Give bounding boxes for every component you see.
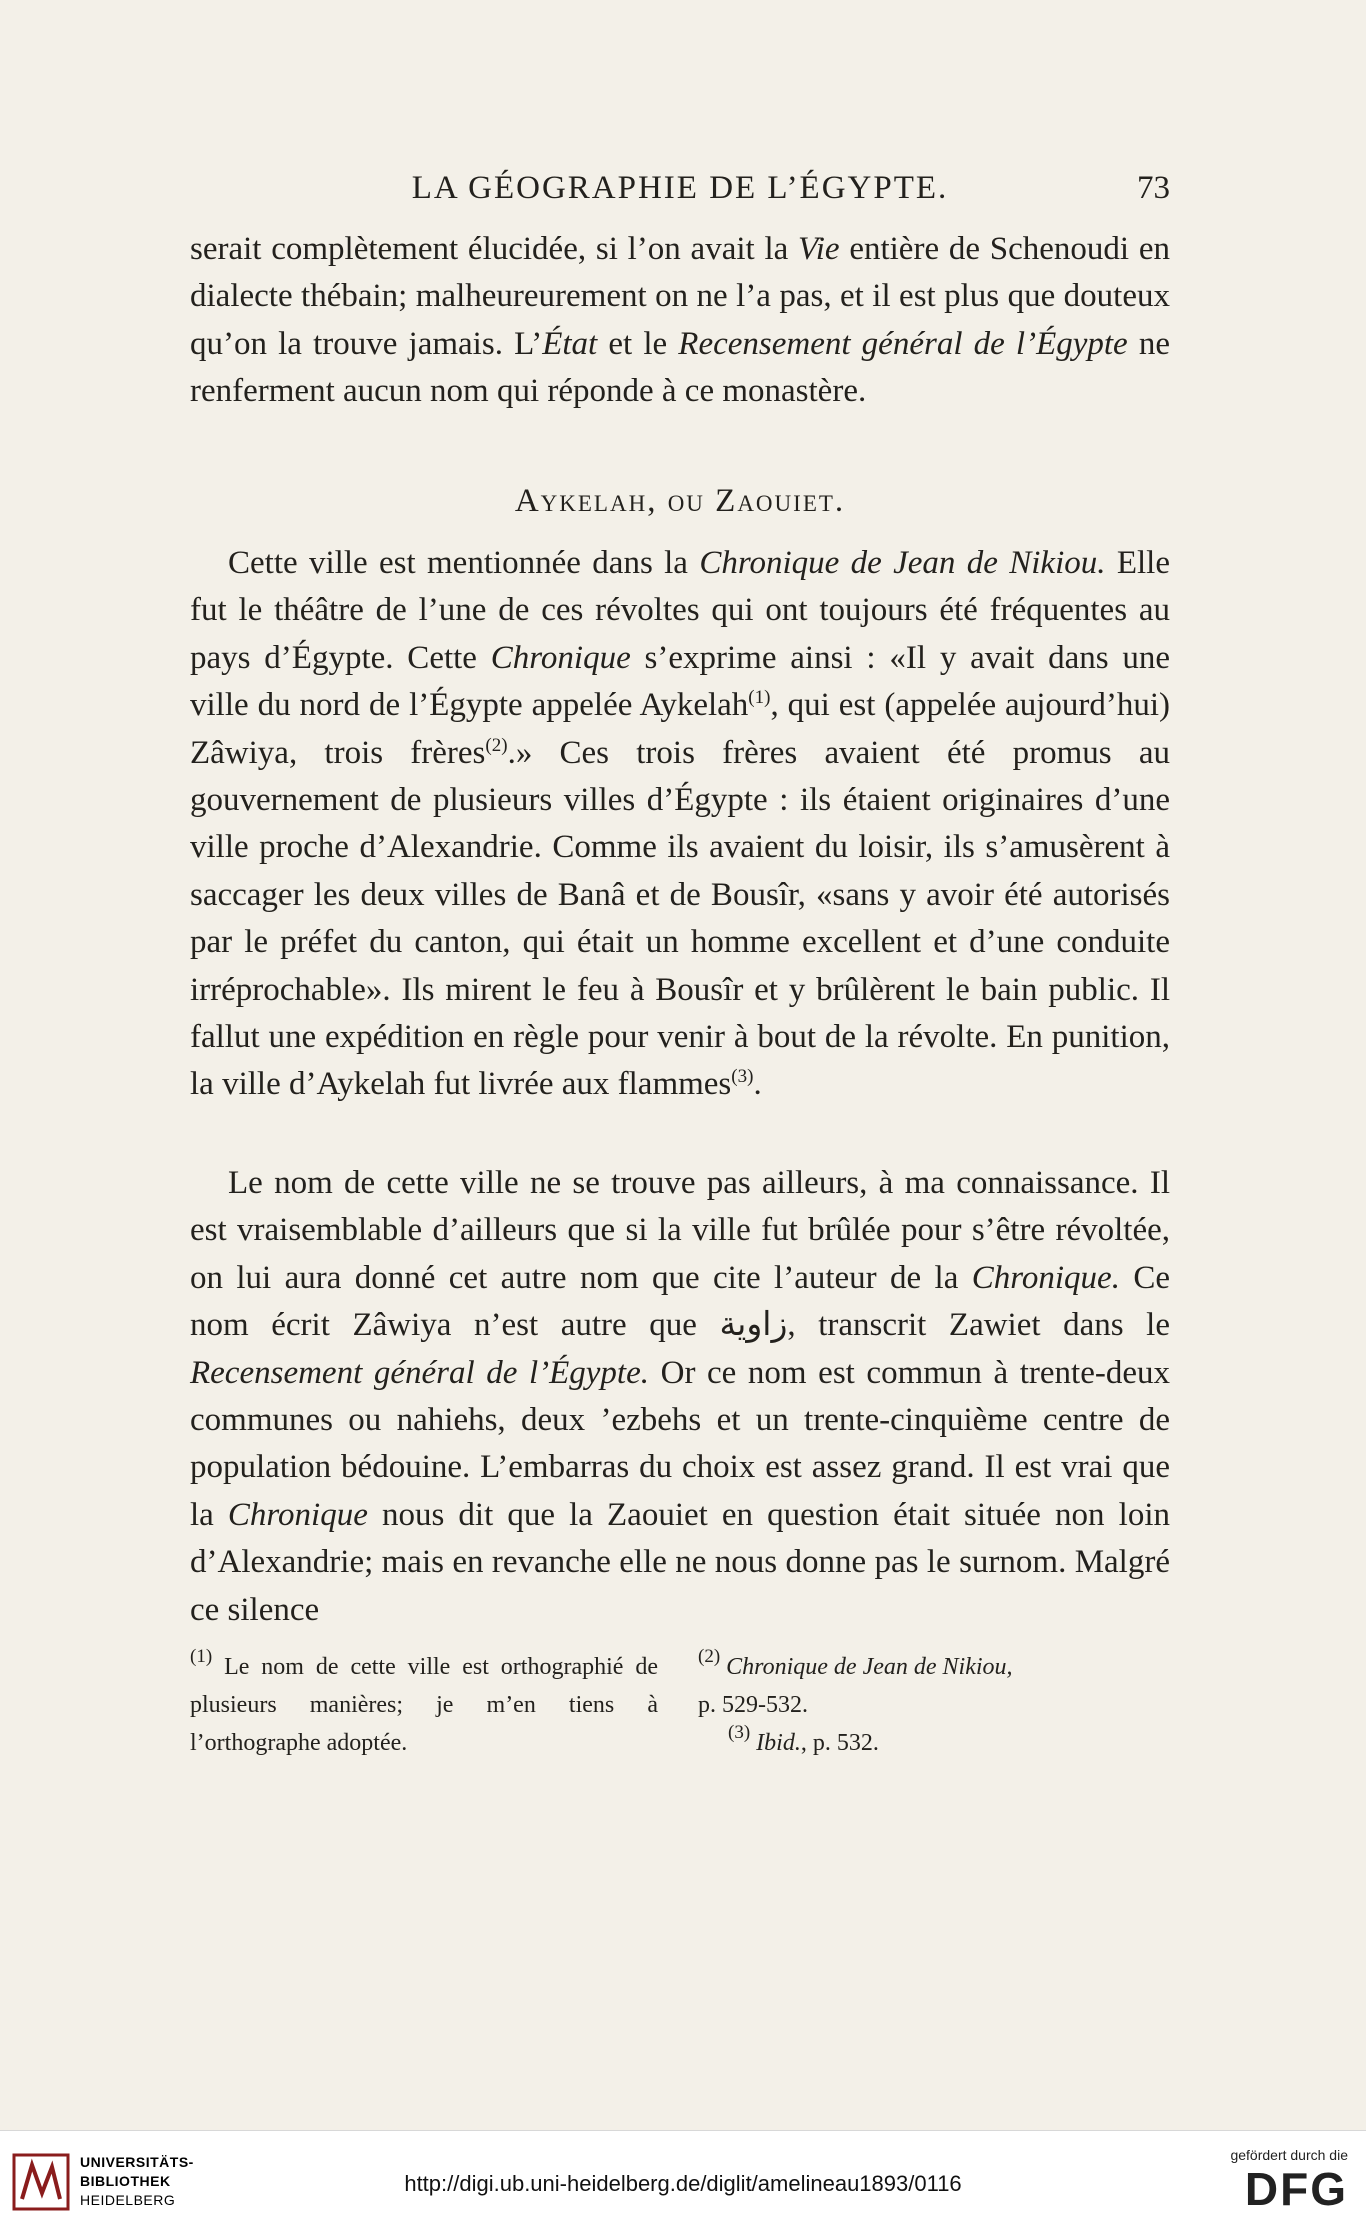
footnote-mark: (1): [190, 1646, 213, 1667]
text: Cette ville est mentionnée dans la: [228, 545, 700, 581]
text: ne renferment aucun nom qui réponde à ce monastère.: [190, 325, 1170, 410]
footnote-ref: (3): [731, 1066, 754, 1088]
italic-text: Recensement général de l’Égypte: [678, 325, 1128, 362]
permalink-url[interactable]: http://digi.ub.uni-heidelberg.de/diglit/amelineau1893/0116: [404, 2171, 962, 2196]
text: et le: [597, 325, 679, 362]
footnotes-2-3: [698, 1648, 1170, 1762]
italic-text: État: [542, 325, 598, 362]
italic-text: Chronique: [490, 639, 631, 676]
text: serait complètement élucidée, si l’on avait la: [190, 231, 799, 267]
text: s’exprime ainsi : «Il y avait dans une ville du nord de l’Égypte appelée Aykelah: [190, 639, 1171, 724]
text: , qui est (appelée aujourd’hui) Zâwiya, trois frères: [190, 687, 1171, 771]
paragraph-2: [190, 540, 1170, 1109]
footnote-text: , p. 532.: [800, 1730, 879, 1756]
footnote-3: [698, 1724, 1170, 1762]
text: .» Ces trois frères avaient été promus au gouvernement de plusieurs villes d’Égypte : ils étaient originaires d’une ville proche d’Alexandrie. Comme ils avaient du loisir, ils s’amusèrent à saccager les deux villes de Banâ et de Bousîr, «sans y avoir été autorisés par le préfet du canton, qui était un homme excellent et d’une conduite irréprochable». Ils mirent le feu à Bousîr et y brûlèrent le bain public. Il fallut une expédition en règle pour venir à bout de la révolte. En punition, la ville d’Aykelah fut livrée aux flammes: [190, 734, 1170, 1103]
italic-text: Recensement général de l’Égypte.: [190, 1354, 650, 1391]
footnote-mark: (3): [728, 1722, 751, 1743]
footnote-ref: (2): [485, 734, 508, 756]
italic-text: Chronique.: [971, 1259, 1120, 1296]
text: Or ce nom est commun à trente-deux communes ou nahiehs, deux ’ezbehs et un trente-cinquième centre de population bédouine. L’embarras du choix est assez grand. Il est vrai que la: [190, 1354, 1171, 1533]
footnote-text: Le nom de cette ville est orthographié de plusieurs manières; je m’en tiens à l’orthographe adoptée.: [190, 1654, 658, 1756]
footnote-1: [190, 1648, 658, 1762]
funding-text: gefördert durch die: [1230, 2147, 1348, 2163]
library-line: UNIVERSITÄTS-: [80, 2154, 194, 2170]
running-title: LA GÉOGRAPHIE DE L’ÉGYPTE.: [411, 170, 949, 206]
footnote-mark: (2): [698, 1646, 721, 1667]
footnote-2: [698, 1648, 1170, 1724]
paragraph-1: [190, 226, 1170, 416]
library-line: BIBLIOTHEK: [80, 2173, 171, 2189]
section-heading: Aykelah, ou Zaouiet.: [514, 483, 846, 519]
text: Elle fut le théâtre de l’une de ces révoltes qui ont toujours été fréquentes au pays d’Égypte. Cette: [190, 545, 1170, 676]
footnote-italic: Ibid.: [750, 1730, 801, 1756]
italic-text: Vie: [798, 231, 840, 267]
footnote-ref: (1): [748, 687, 771, 709]
running-header: [190, 170, 1170, 214]
text: .: [753, 1066, 762, 1103]
viewer-footer: [0, 2130, 1366, 2233]
arabic-word: زاوية: [719, 1307, 788, 1344]
paragraph-3: [190, 1160, 1170, 1634]
dfg-logo[interactable]: [1198, 2147, 1348, 2215]
italic-text: Chronique: [227, 1496, 368, 1533]
text: , transcrit Zawiet dans le: [787, 1307, 1170, 1344]
text: entière de Schenoudi en dialecte thébain; malheureurement on ne l’a pas, et il est plus que douteux qu’on la trouve jamais. L’: [190, 231, 1170, 362]
funder-name: DFG: [1244, 2163, 1348, 2215]
section-heading-block: [190, 478, 1170, 525]
page-number: 73: [1137, 170, 1170, 206]
text: nous dit que la Zaouiet en question était située non loin d’Alexandrie; mais en revanche elle ne nous donne pas le surnom. Malgré ce silence: [190, 1496, 1170, 1628]
text: Le nom de cette ville ne se trouve pas ailleurs, à ma connaissance. Il est vraisemblable d’ailleurs que si la ville fut brûlée pour s’être révoltée, on lui aura donné cet autre nom que cite l’auteur de la: [190, 1165, 1170, 1296]
footnote-text: p. 529-532.: [698, 1692, 808, 1718]
library-line: HEIDELBERG: [80, 2192, 176, 2208]
text: Ce nom écrit Zâwiya n’est autre que: [190, 1259, 1170, 1344]
footnote-italic: Chronique de Jean de Nikiou,: [720, 1654, 1013, 1680]
footnotes: [190, 1648, 1170, 1768]
italic-text: Chronique de Jean de Nikiou.: [699, 545, 1106, 581]
